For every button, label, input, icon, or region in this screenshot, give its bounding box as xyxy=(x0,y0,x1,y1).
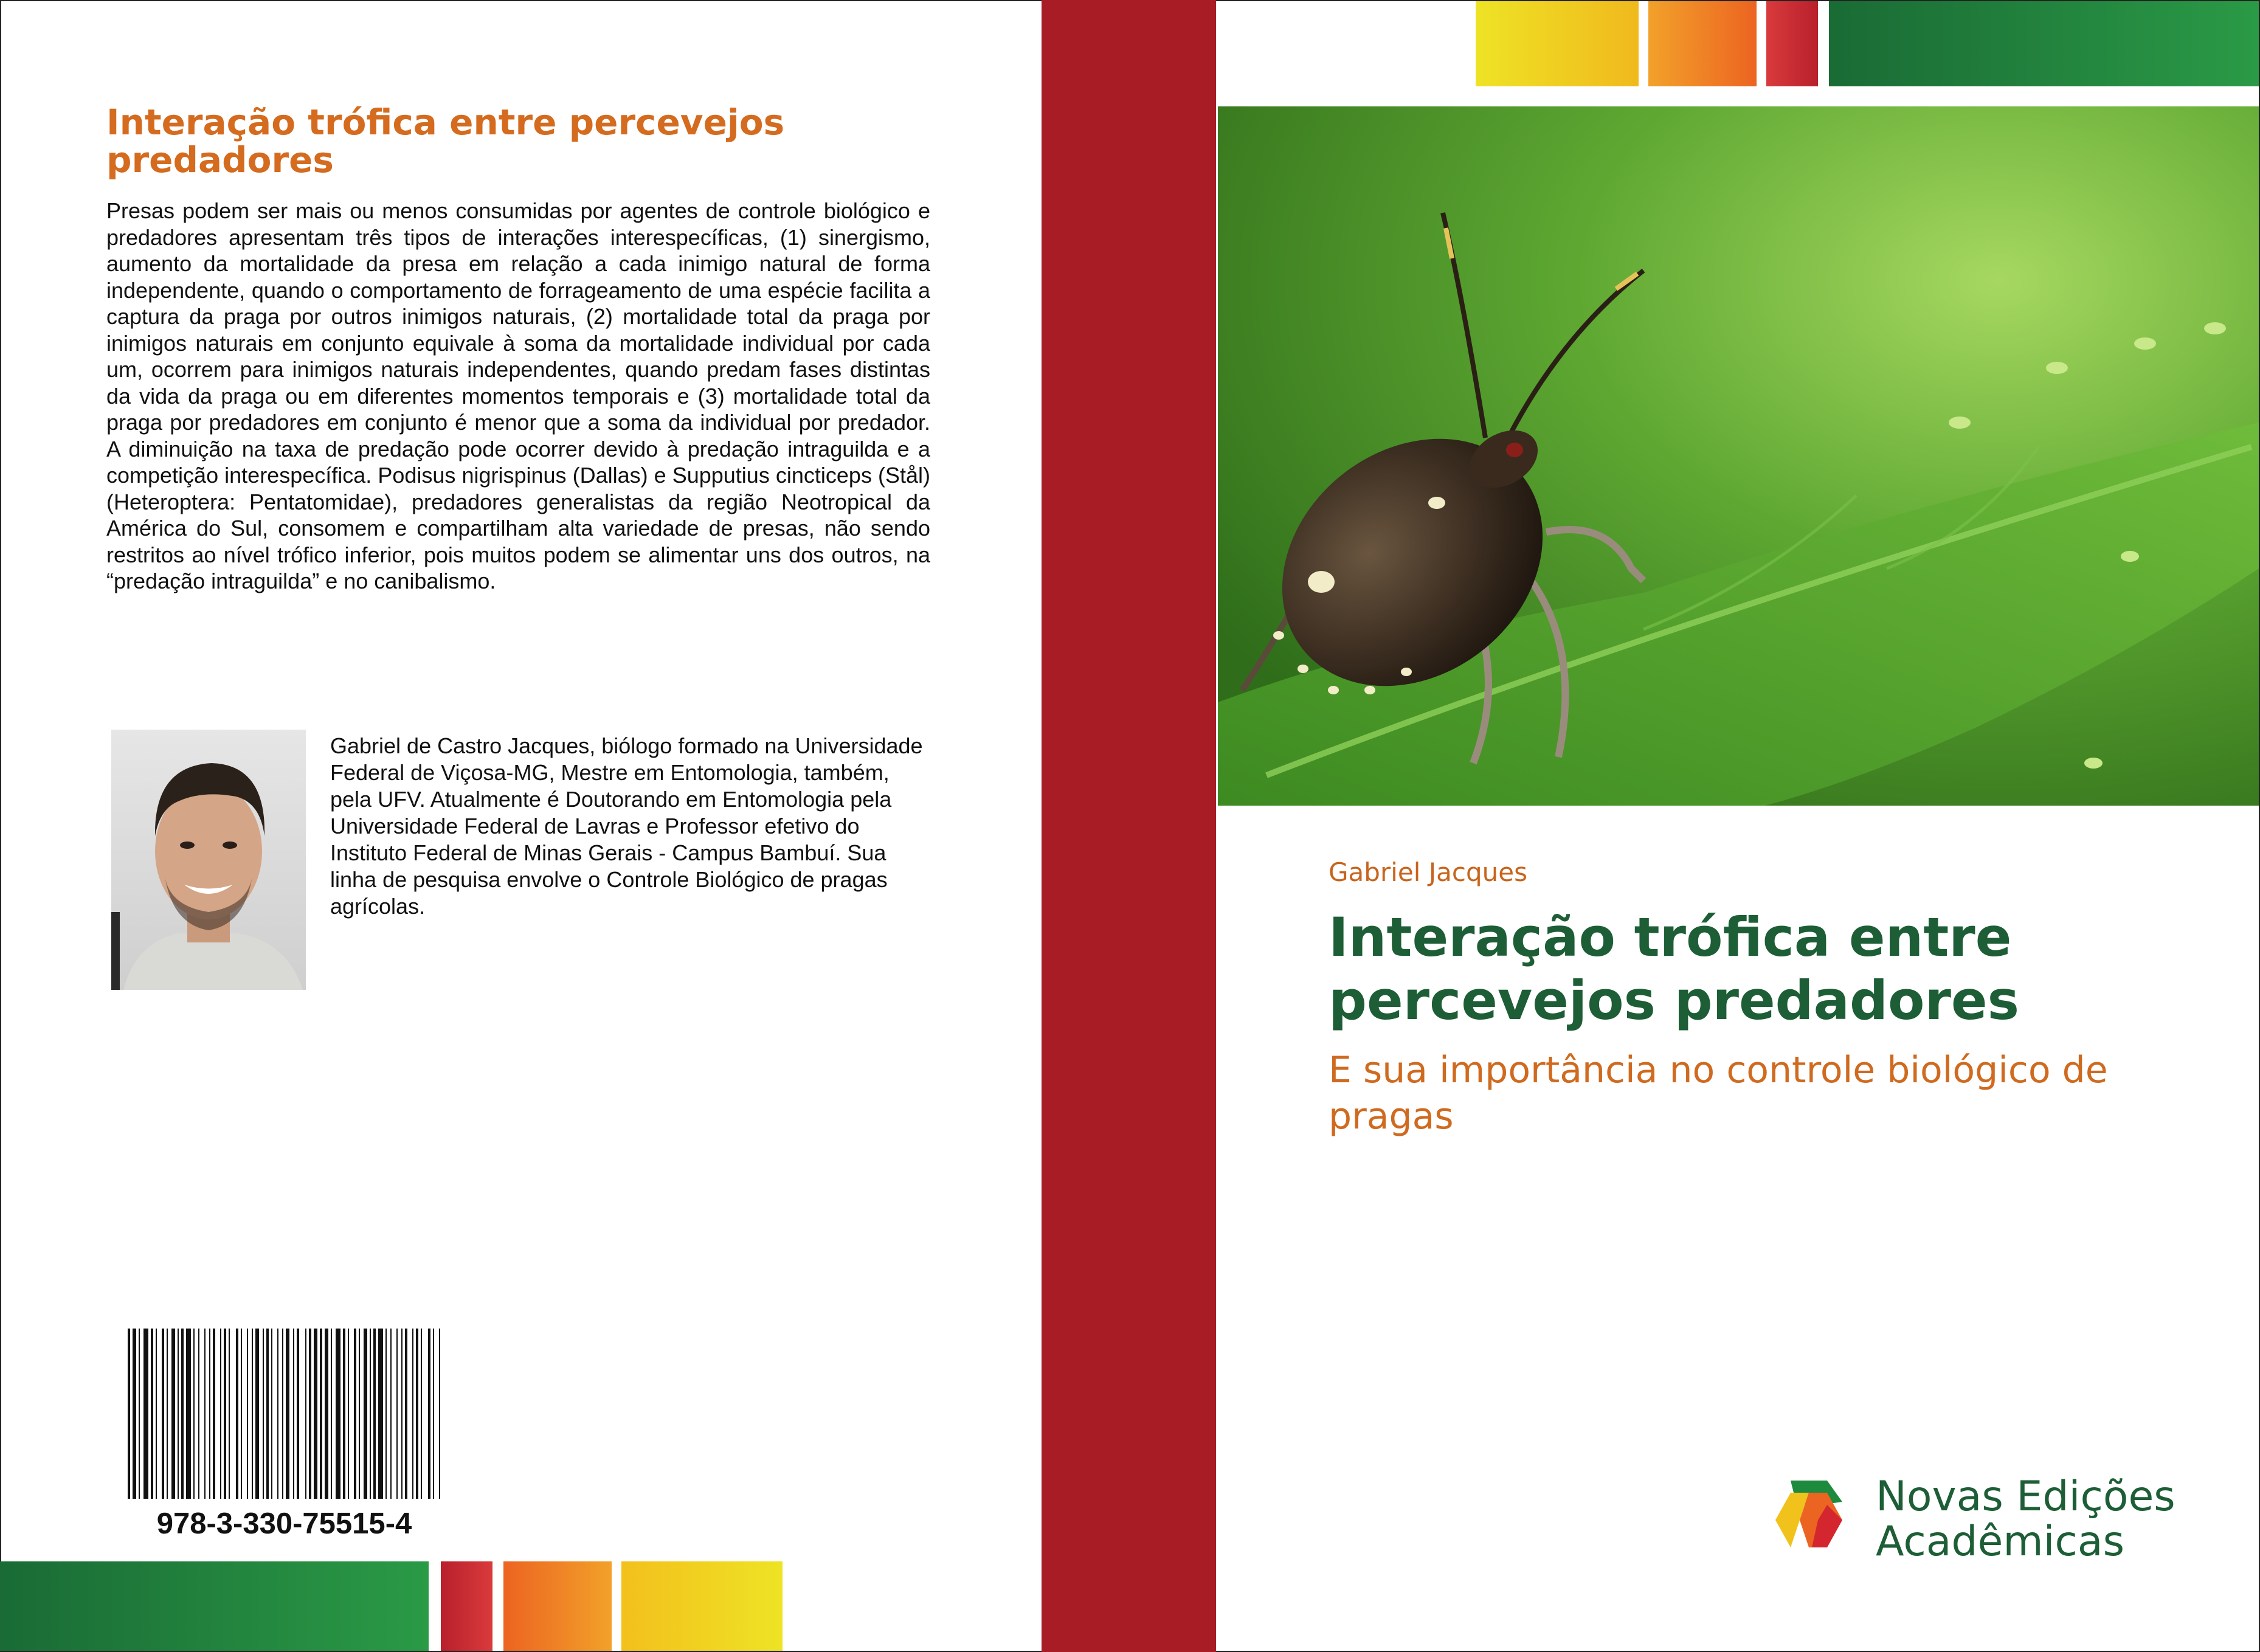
back-band-green xyxy=(0,1561,429,1651)
barcode-bar xyxy=(241,1329,242,1499)
barcode-bar xyxy=(209,1329,210,1499)
barcode-bar xyxy=(348,1329,349,1499)
barcode-bar xyxy=(171,1329,175,1499)
cover-photo-insect-on-leaf xyxy=(1218,106,2259,806)
barcode-bar xyxy=(151,1329,153,1499)
barcode-bar xyxy=(255,1329,259,1499)
publisher-logo-icon xyxy=(1775,1477,1842,1563)
barcode-bar xyxy=(162,1329,164,1499)
barcode-bar xyxy=(433,1329,434,1499)
barcode-bar xyxy=(297,1329,299,1499)
barcode-bar xyxy=(439,1329,440,1499)
barcode-bar xyxy=(325,1329,328,1499)
barcode-bar xyxy=(247,1329,248,1499)
barcode-bar xyxy=(396,1329,398,1499)
barcode-bar xyxy=(156,1329,157,1499)
barcode-bar xyxy=(181,1329,184,1499)
barcode-bar xyxy=(378,1329,383,1499)
barcode-bar xyxy=(331,1329,332,1499)
barcode-bar xyxy=(263,1329,264,1499)
isbn-number: 978-3-330-75515-4 xyxy=(156,1507,412,1540)
back-cover-title: Interação trófica entre percevejos predadores xyxy=(106,102,785,181)
barcode-bar xyxy=(354,1329,356,1499)
back-band-red xyxy=(441,1561,492,1651)
back-band-orange xyxy=(503,1561,612,1651)
barcode-bar xyxy=(193,1329,195,1499)
barcode-bar xyxy=(364,1329,367,1499)
barcode-bar xyxy=(229,1329,230,1499)
barcode-bar xyxy=(167,1329,168,1499)
publisher-name-line1: Novas Edições xyxy=(1876,1473,2175,1521)
barcode-bar xyxy=(178,1329,179,1499)
barcode-bar xyxy=(385,1329,387,1499)
publisher-name xyxy=(1876,1474,2175,1564)
barcode-bar xyxy=(186,1329,191,1499)
front-band-orange xyxy=(1648,1,1757,86)
barcode-bar xyxy=(128,1329,130,1499)
barcode-bar xyxy=(343,1329,345,1499)
publisher-name-line2: Acadêmicas xyxy=(1876,1518,2124,1566)
barcode-bar xyxy=(133,1329,136,1499)
barcode-bar xyxy=(416,1329,418,1499)
barcode-bar xyxy=(236,1329,238,1499)
barcode-bar xyxy=(412,1329,413,1499)
barcode-bar xyxy=(373,1329,376,1499)
front-cover-subtitle: E sua importância no controle biológico de pragas xyxy=(1329,1049,2108,1138)
barcode-bar xyxy=(401,1329,403,1499)
barcode-bar xyxy=(282,1329,283,1499)
barcode-bar xyxy=(220,1329,221,1499)
barcode-bar xyxy=(428,1329,430,1499)
barcode-bar xyxy=(405,1329,407,1499)
back-band-yellow xyxy=(621,1561,783,1651)
front-band-red xyxy=(1766,1,1818,86)
barcode-bar xyxy=(293,1329,294,1499)
barcode-bar xyxy=(336,1329,340,1499)
barcode-bar xyxy=(198,1329,199,1499)
barcode-bar xyxy=(305,1329,306,1499)
author-photo xyxy=(111,730,306,990)
barcode-bar xyxy=(370,1329,371,1499)
barcode-bar xyxy=(277,1329,278,1499)
barcode-bar xyxy=(309,1329,311,1499)
barcode-bar xyxy=(359,1329,360,1499)
barcode xyxy=(128,1329,441,1499)
back-cover-blurb: Presas podem ser mais ou menos consumidas por agentes de controle biológico e predadores apresentam três tipos de interações interespecíficas, (1) sinergismo, aumento da mortalidade da presa em relação a cada inimigo natural de forma independente, quando o comportamento de forrageamento de uma espécie facilita a captura da praga por outros inimigos naturais, (2) mortalidade total da praga por inimigos naturais em conjunto equivale à soma da mortalidade individual por cada um, ocorrem para inimigos naturais independentes, quando predam fases distintas da vida da praga ou em diferentes momentos temporais e (3) mortalidade total da praga por predadores em conjunto é menor que a soma da individual por predador. A diminuição na taxa de predação pode ocorrer devido à predação intraguilda e a competição interespecífica. Podisus nigrispinus (Dallas) e Supputius cincticeps (Stål) (Heteroptera: Pentatomidae), predadores generalistas da região Neotropical da América do Sul, consomem e compartilham alta variedade de presas, não sendo restritos ao nível trófico inferior, pois muitos podem se alimentar uns dos outros, na “predação intraguilda” e no canibalismo. xyxy=(106,198,930,593)
front-band-yellow xyxy=(1476,1,1639,86)
barcode-bar xyxy=(224,1329,226,1499)
front-cover-title: Interação trófica entre percevejos predadores xyxy=(1329,906,2019,1032)
barcode-bar xyxy=(204,1329,206,1499)
barcode-bar xyxy=(390,1329,392,1499)
barcode-bar xyxy=(271,1329,272,1499)
barcode-bar xyxy=(266,1329,269,1499)
barcode-bar xyxy=(314,1329,317,1499)
barcode-bar xyxy=(286,1329,289,1499)
front-band-green xyxy=(1829,1,2259,86)
barcode-bar xyxy=(213,1329,215,1499)
barcode-bar xyxy=(421,1329,422,1499)
book-spine xyxy=(1042,0,1216,1652)
barcode-bar xyxy=(252,1329,253,1499)
barcode-bar xyxy=(139,1329,140,1499)
barcode-bar xyxy=(143,1329,148,1499)
author-bio: Gabriel de Castro Jacques, biólogo formado na Universidade Federal de Viçosa-MG, Mestre em Entomologia, também, pela UFV. Atualmente é Doutorando em Entomologia pela Universidade Federal de Lavras e Professor efetivo do Instituto Federal de Minas Gerais - Campus Bambuí. Sua linha de pesquisa envolve o Controle Biológico de pragas agrícolas. xyxy=(330,733,923,919)
front-author-name: Gabriel Jacques xyxy=(1329,857,1527,887)
barcode-bar xyxy=(320,1329,322,1499)
